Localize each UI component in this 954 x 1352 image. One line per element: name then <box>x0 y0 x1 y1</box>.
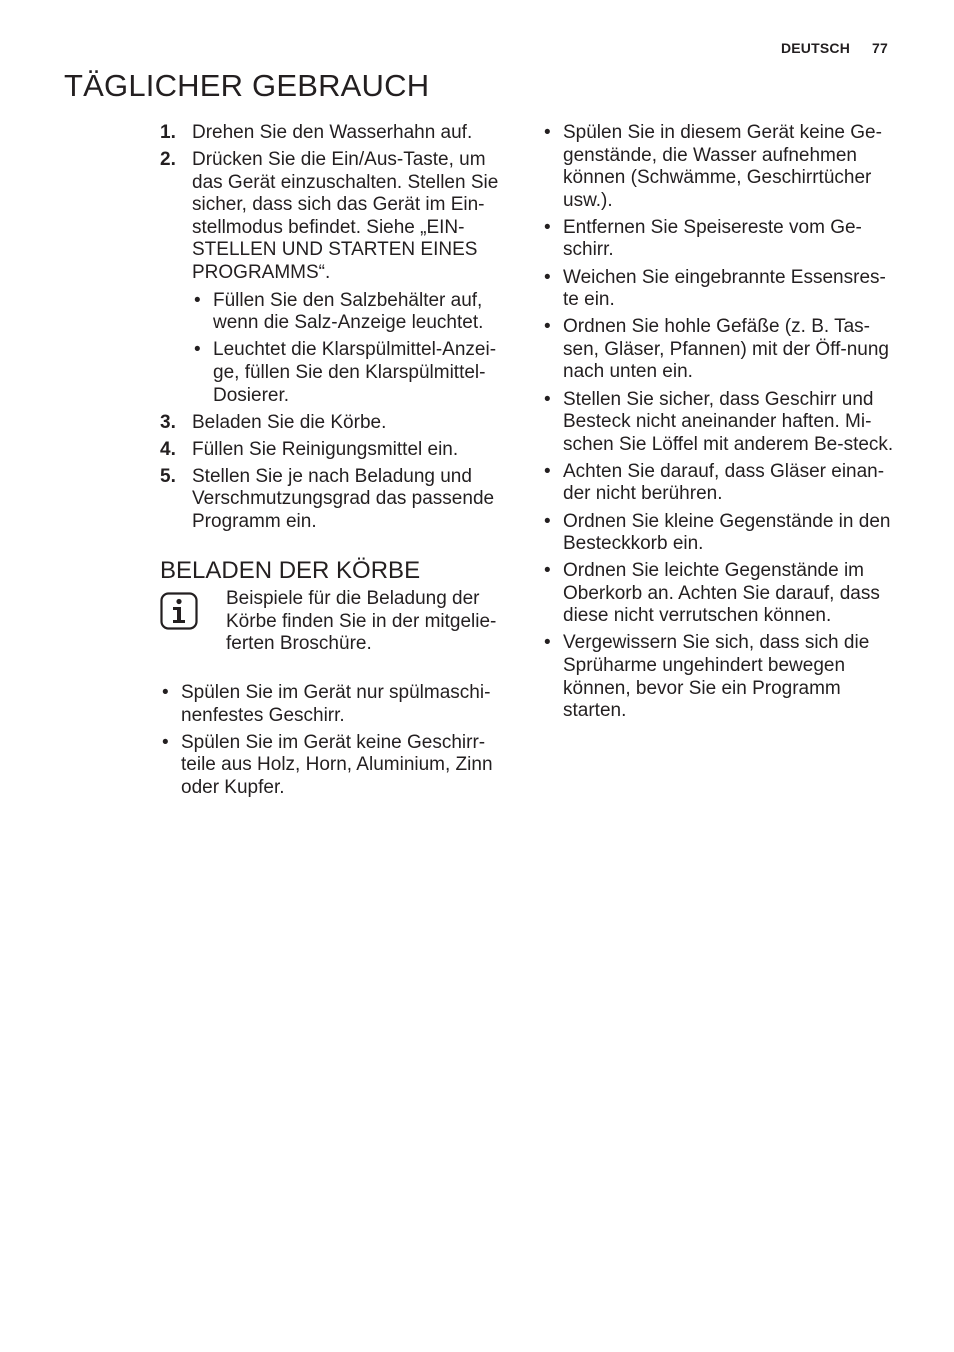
bullet-item <box>542 316 900 384</box>
bullet-text: Ordnen Sie leichte Gegenstände im Oberkorb an. Achten Sie darauf, dass diese nicht verrutschen können. <box>563 560 880 627</box>
bullet-item <box>542 217 900 262</box>
bullet-text: Ordnen Sie hohle Gefäße (z. B. Tas-sen, Gläser, Pfannen) mit der Öff-nung nach unten ein. <box>563 316 889 383</box>
bullet-list-left <box>160 682 516 799</box>
info-note-text: Beispiele für die Beladung der Körbe finden Sie in der mitgelie-ferten Broschüre. <box>226 588 497 655</box>
bullet-list-right <box>542 122 900 723</box>
right-column <box>542 122 900 727</box>
bullet-item <box>160 682 516 727</box>
bullet-text: Weichen Sie eingebrannte Essensres-te ein. <box>563 266 886 311</box>
info-note <box>160 588 516 656</box>
step-item <box>160 439 516 462</box>
bullet-icon: • <box>544 122 551 143</box>
bullet-text: Achten Sie darauf, dass Gläser einan-der nicht berühren. <box>563 460 885 505</box>
bullet-item <box>542 560 900 628</box>
steps-list <box>160 122 516 534</box>
bullet-icon: • <box>194 289 201 311</box>
step-item <box>160 412 516 435</box>
bullet-icon: • <box>544 316 551 338</box>
bullet-text: Spülen Sie in diesem Gerät keine Ge-genstände, die Wasser aufnehmen können (Schwämme, Geschirrtücher usw.). <box>563 122 882 211</box>
bullet-text: Vergewissern Sie sich, dass sich die Sprüharme ungehindert bewegen können, bevor Sie ein Programm starten. <box>563 632 870 722</box>
bullet-icon: • <box>544 560 551 582</box>
bullet-text: Ordnen Sie kleine Gegenstände in den Besteckkorb ein. <box>563 510 891 555</box>
section-title: BELADEN DER KÖRBE <box>160 556 421 584</box>
bullet-text: Spülen Sie im Gerät nur spülmaschi-nenfestes Geschirr. <box>181 681 491 726</box>
bullet-text: Entfernen Sie Speisereste vom Ge-schirr. <box>563 216 862 261</box>
bullet-item <box>542 267 900 312</box>
step-text: Drücken Sie die Ein/Aus-Taste, um das Gerät einzuschalten. Stellen Sie sicher, dass sich das Gerät im Ein-stellmodus befindet. Siehe „EIN-STELLEN UND STARTEN EINES PROGRAMMS“. <box>192 149 499 284</box>
step-item <box>160 122 516 145</box>
bullet-item <box>160 732 516 800</box>
step-number: 5. <box>160 465 176 487</box>
bullet-icon: • <box>544 632 551 654</box>
step-number: 1. <box>160 122 176 143</box>
bullet-text: Spülen Sie im Gerät keine Geschirr-teile aus Holz, Horn, Aluminium, Zinn oder Kupfer. <box>181 731 493 798</box>
bullet-icon: • <box>544 510 551 532</box>
left-column <box>160 122 516 804</box>
step-item <box>160 149 516 407</box>
step-number: 3. <box>160 411 176 433</box>
bullet-item <box>542 389 900 457</box>
bullet-icon: • <box>162 681 169 703</box>
bullet-item <box>542 461 900 506</box>
header-language: DEUTSCH <box>780 40 851 56</box>
step-text: Füllen Sie Reinigungsmittel ein. <box>192 438 459 460</box>
page-title: TÄGLICHER GEBRAUCH <box>64 68 430 103</box>
bullet-icon: • <box>544 388 551 410</box>
step-number: 2. <box>160 149 176 171</box>
step-text: Beladen Sie die Körbe. <box>192 411 387 433</box>
page-number: 77 <box>872 40 888 56</box>
sub-bullet-item <box>192 290 516 335</box>
bullet-item <box>542 632 900 722</box>
step-number: 4. <box>160 438 176 460</box>
bullet-icon: • <box>544 460 551 482</box>
sub-bullet-text: Leuchtet die Klarspülmittel-Anzei-ge, füllen Sie den Klarspülmittel-Dosierer. <box>213 339 497 406</box>
bullet-icon: • <box>194 339 201 361</box>
sub-bullet-list <box>192 290 516 407</box>
sub-bullet-text: Füllen Sie den Salzbehälter auf, wenn die Salz-Anzeige leuchtet. <box>213 289 484 334</box>
bullet-item <box>542 122 900 212</box>
step-text: Stellen Sie je nach Beladung und Verschmutzungsgrad das passende Programm ein. <box>192 465 495 532</box>
bullet-icon: • <box>162 731 169 753</box>
bullet-icon: • <box>544 216 551 238</box>
sub-bullet-item <box>192 339 516 407</box>
info-icon <box>160 592 198 630</box>
running-header <box>781 40 888 56</box>
step-text: Drehen Sie den Wasserhahn auf. <box>192 122 473 143</box>
bullet-icon: • <box>544 266 551 288</box>
step-item <box>160 466 516 534</box>
bullet-text: Stellen Sie sicher, dass Geschirr und Besteck nicht aneinander haften. Mi-schen Sie Löffel mit anderem Be-steck. <box>563 388 894 455</box>
bullet-item <box>542 511 900 556</box>
